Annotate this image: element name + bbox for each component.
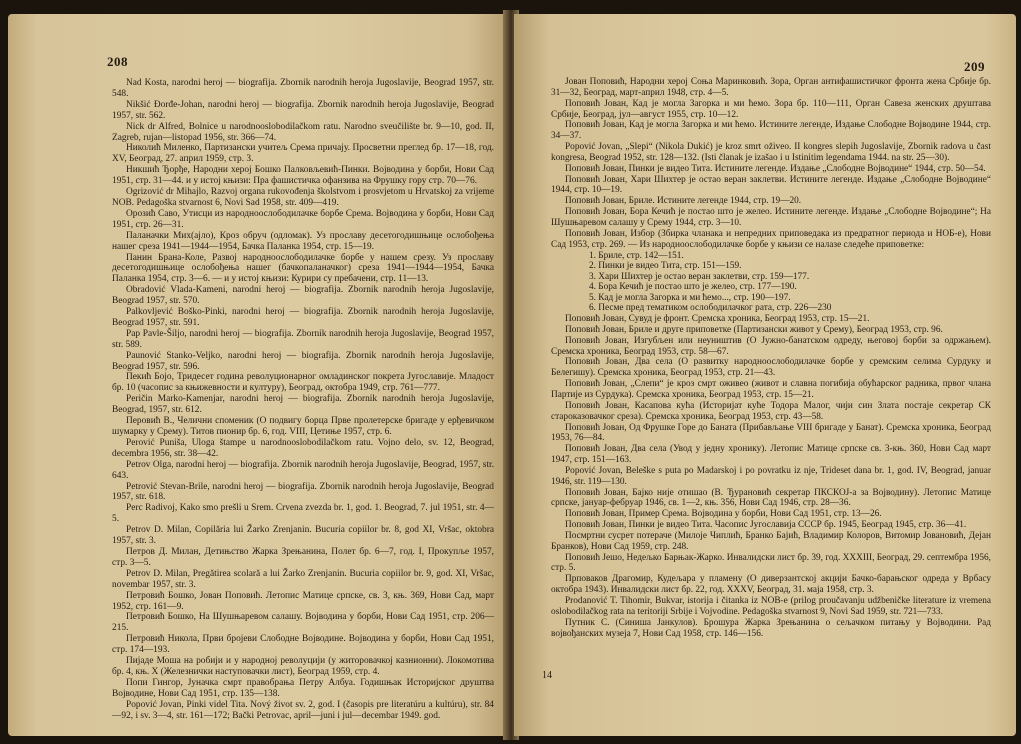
bibliography-entry: Petrov D. Milan, Pregătirea scolară a lui Žarko Zrenjanin. Bucuria copiilor br. 9, god. XI, Vršac, novembar 1957, str. 3. bbox=[112, 568, 494, 590]
bibliography-entry: Ogrizović dr Mihajlo, Razvoj organa rukovođenja školstvom i prosvjetom u Hrvatskoj za vrijeme NOB. Pedagoška stvarnost 6, Novi Sad 1958, str. 409—419. bbox=[112, 187, 494, 208]
bibliography-entry: Поповић Јован, Пинки је видео Тита. Часопис Југославија СССР бр. 1945, Београд 1945, стр. 36—41. bbox=[565, 520, 967, 531]
bibliography-entry: Поповић Јован, Изгубљен или неуништив (О Јужно-банатском одреду, његовој борби за одржањем). Сремска хроника, Београд 1953, стр. 58—67. bbox=[551, 335, 991, 357]
bibliography-entry: Поповић Јован, Бриле и друге приповетке (Партизански живот у Срему), Београд 1953, стр. 96. bbox=[565, 324, 943, 335]
bibliography-entry: Николић Миленко, Партизански учитељ Срема причају. Просветни преглед бр. 17—18, год. XV, Београд, 27. април 1959, стр. 3. bbox=[112, 143, 494, 165]
signature-number: 14 bbox=[542, 670, 552, 681]
bibliography-entry: Petrov Olga, narodni heroj — biografija. Zbornik narodnih heroja Jugoslavije, Beograd, 1957, str. 643. bbox=[112, 459, 494, 481]
bibliography-entry: Поповић Јован, Пример Срема. Војводина у борби, Нови Сад 1951, стр. 13—26. bbox=[565, 509, 882, 520]
right-page bbox=[514, 14, 1016, 736]
right-page-number: 209 bbox=[964, 59, 985, 74]
bibliography-entry: Петровић Бошко, На Шушњаревом салашу. Војводина у борби, Нови Сад 1951, стр. 206—215. bbox=[112, 612, 494, 634]
bibliography-entry: Pap Pavle-Šiljo, narodni heroj — biografija. Zbornik narodnih heroja Jugoslavije, Beograd 1957, str. 589. bbox=[112, 328, 494, 350]
bibliography-entry: Nad Kosta, narodni heroj — biografija. Zbornik narodnih heroja Jugoslavije, Beograd 1957, str. 548. bbox=[112, 78, 494, 99]
bibliography-entry: Никшић Ђорђе, Народни херој Бошко Палковљевић-Пинки. Војводина у борби, Нови Сад 1951, стр. 31—44. и у истој књизи: Пра фашистичка офанзива на Фрушку гору стр. 70—76. bbox=[112, 165, 494, 187]
bibliography-entry: Perc Radivoj, Kako smo prešli u Srem. Crvena zvezda br. 1, god. 1. Beograd, 7. jul 1951, str. 4—5. bbox=[112, 503, 494, 525]
bibliography-entry: Поповић Јован, Избор (Збирка чланака и непредних приповедака из предратног периода и НОБ-е), Нови Сад 1953, стр. 269. — Из народноослободилачке борбе у књизи се налазе следеће приповетке: bbox=[551, 228, 991, 250]
bibliography-entry: Petrović Stevan-Brile, narodni heroj — biografija. Zbornik narodnih heroja Jugoslavije, Beograd 1957, str. 618. bbox=[112, 481, 494, 503]
bibliography-entry: Popović Jovan, „Slepi“ (Nikola Dukić) je kroz smrt oživeo. II kongres slepih Jugoslavije, Zbornik radova u čast kongresa, Beograd 1952, str. 128—132. (Isti članak je izašao i u Istinitim legendama 1944. na str. 25—30). bbox=[551, 142, 991, 163]
bibliography-entry: Поповић Јован, Кад је могла Загорка и ми ћемо. Зора бр. 110—111, Орган Савеза женских друштава Србије, Београд, јул—август 1955, стр. 10—12. bbox=[551, 98, 991, 120]
bibliography-entry: Пијаде Моша на робији и у народној револуцији (у житоровачкој казнионни). Локомотива бр. 4, књ. X (Железнички наступовачки лист), Београд 1959, стр. 4. bbox=[112, 656, 494, 677]
bibliography-entry: Поповић Јован, Пинки је видео Тита. Истините легенде. Издање „Слободне Војводине“ 1944, стр. 50—54. bbox=[565, 163, 986, 174]
bibliography-entry: Поповић Јешо, Недељко Барњак-Жарко. Инвалидски лист бр. 39, год. XXXIII, Београд, 29. септембра 1956, стр. 5. bbox=[551, 552, 991, 574]
bibliography-entry: Петровић Никола, Први бројеви Слободне Војводине. Војводина у борби, Нови Сад 1951, стр. 174—193. bbox=[112, 634, 494, 656]
sublist-item: 6. Песме пред тематиком ослободилачког рата, стр. 226—230 bbox=[589, 303, 832, 314]
bibliography-entry: Панин Брана-Коле, Развој народноослободилачке борбе у нашем срезу. Уз прославу десетогодишњице ослобођења нашег (бачкопаланачког) среза 1941—1944—1954, Бачка Паланка 1954, стр. 3—6. — и у истој књизи: Курири су пребачени, стр. 11—13. bbox=[112, 252, 494, 285]
bibliography-entry: Посмртни сусрет потераче (Милоје Чиплић, Бранко Бајић, Владимир Колоров, Витомир Јовановић, Дејан Бранков), Нови Сад 1959, стр. 248. bbox=[551, 530, 991, 552]
bibliography-entry: Поповић Јован, Кад је могла Загорка и ми ћемо. Истините легенде, Издање Слободне Војводине 1944, стр. 34—37. bbox=[551, 120, 991, 142]
bibliography-entry: Паланачки Мих(ајло), Кроз обруч (одломак). Уз прославу десетогодишњице ослобођења нашег среза 1941—1944—1954, Бачка Паланка 1954, стр. 15—19. bbox=[112, 230, 494, 252]
bibliography-entry: Попи Гингор, Јуначка смрт правобрања Петру Албуа. Годишњак Историјског друштва Војводине, Нови Сад 1951, стр. 135—138. bbox=[112, 677, 494, 699]
bibliography-entry: Perović Puniša, Uloga štampe u narodnooslobodilačkom ratu. Vojno delo, sv. 12, Beograd, decembra 1956, str. 38—42. bbox=[112, 437, 494, 459]
bibliography-entry: Поповић Јован, Касапова кућа (Историјат куће Тодора Малог, чији син Злата постаје секретар СК староказовачког среза). Сремска хроника, Београд 1953, стр. 43—58. bbox=[551, 400, 991, 422]
left-page bbox=[8, 14, 508, 736]
bibliography-entry: Nikšić Đorđe-Johan, narodni heroj — biografija. Zbornik narodnih heroja Jugoslavije, Beograd 1957, str. 562. bbox=[112, 99, 494, 121]
bibliography-entry: Поповић Јован, Сувуд је фронт. Сремска хроника, Београд 1953, стр. 15—21. bbox=[565, 314, 870, 325]
bibliography-entry: Поповић Јован, Бајко није отишао (В. Ђурановић секретар ПКСКОЈ-а за Војводину). Летопис Матице српске, јануар-фебруар 1946, св. 1—2, књ. 356, Нови Сад 1946, стр. 28—36. bbox=[551, 487, 991, 509]
bibliography-entry: Поповић Јован, Два села (Увод у једну хронику). Летопис Матице српске св. 3-књ. 360, Нови Сад март 1947, стр. 151—163. bbox=[551, 444, 991, 466]
bibliography-entry: Поповић Јован, Два села (О развитку народноослободилачке борбе у сремским селима Сурдуку и Белегишу). Сремска хроника, Београд 1953, стр. 21—43. bbox=[551, 357, 991, 379]
sublist-item: 4. Бора Кечић је постао што је желео, стр. 177—190. bbox=[589, 282, 797, 293]
bibliography-entry: Palkovljević Boško-Pinki, narodni heroj — biografija. Zbornik narodnih heroja Jugoslavije, Beograd 1957, str. 591. bbox=[112, 307, 494, 328]
bibliography-entry: Прповаков Драгомир, Кудељара у пламену (О диверзантској акцији Бачко-барањског одреда у Врбасу октобра 1943). Инвалидски лист бр. 22, год. XXXV, Београд, 31. маја 1958, стр. 3. bbox=[551, 574, 991, 596]
bibliography-entry: Петров Д. Милан, Детињство Жарка Зрењанина, Полет бр. 6—7, год. I, Прокупље 1957, стр. 3—5. bbox=[112, 546, 494, 568]
bibliography-entry: Путник С. (Синиша Јанкулов). Брошура Жарка Зрењанина о сељачком питању у Војводини. Рад војвођанских музеја 7, Нови Сад 1958, стр. 146—156. bbox=[551, 617, 991, 639]
bibliography-entry: Поповић Јован, Бора Кечић је постао што је желео. Истините легенде. Издање „Слободне Војводине“; На Шушњаревом салашу у Срему 1944, стр. 3—10. bbox=[551, 207, 991, 228]
bibliography-entry: Peričin Marko-Kamenjar, narodni heroj — biografija. Zbornik narodnih heroja Jugoslavije, Beograd, 1957, str. 612. bbox=[112, 394, 494, 416]
bibliography-entry: Prodanović T. Tihomir, Bukvar, istorija i čitanka iz NOB-e (prilog proučavanju udžbeničke literature iz vremena oslobodilačkog rata na teritoriji Srbije i Vojvodine. Pedagoška stvarnost 9, Novi Sad 1959, str. 721—733. bbox=[551, 596, 991, 617]
bibliography-entry: Поповић Јован, „Слепи“ је кроз смрт оживео (живот и славна погибија обућарског радника, првог члана Партије из Сурдука). Сремска хроника, Београд 1953, стр. 15—21. bbox=[551, 379, 991, 400]
sublist-item: 5. Кад је могла Загорка и ми ћемо..., стр. 190—197. bbox=[589, 292, 791, 303]
bibliography-entry: Поповић Јован, Хари Шихтер је остао веран заклетви. Истините легенде. Издање „Слободне Војводине“ 1944, стр. 10—19. bbox=[551, 174, 991, 196]
bibliography-entry: Перовић В., Челични споменик (О подвигу борца Прве пролетерске бригаде у ерђевичком шумарку у Срему). Титов пионир бр. 6, год. VIII, Цетиње 1957, стр. 6. bbox=[112, 416, 494, 437]
left-page-number: 208 bbox=[107, 54, 128, 69]
bibliography-entry: Поповић Јован, Бриле. Истините легенде 1944, стр. 19—20. bbox=[565, 196, 802, 207]
bibliography-entry: Nick dr Alfred, Bolnice u narodnooslobodilačkom ratu. Narodno sveučilište br. 9—10, god. II, Zagreb, rujan—listopad 1956, str. 366—74. bbox=[112, 121, 494, 143]
bibliography-entry: Поповић Јован, Од Фрушке Горе до Баната (Прибављање VIII бригаде у Банат). Сремска хроника, Београд 1953, 76—84. bbox=[551, 422, 991, 444]
left-page-body bbox=[112, 78, 494, 721]
sublist-item: 2. Пинки је видео Тита, стр. 151—159. bbox=[589, 261, 742, 272]
right-page-body bbox=[551, 77, 991, 639]
bibliography-entry: Јован Поповић, Народни херој Соња Маринковић. Зора, Орган антифашистичког фронта жена Србије бр. 31—32, Београд, март-април 1948, стр. 4—5. bbox=[551, 77, 991, 98]
bibliography-entry: Obradović Vlada-Kameni, narodni heroj — biografija. Zbornik narodnih heroja Jugoslavije, Beograd 1957, str. 570. bbox=[112, 285, 494, 307]
bibliography-entry: Petrov D. Milan, Copilăria lui Žarko Zrenjanin. Bucuria copiilor br. 8, god XI, Vršac, oktobra 1957, str. 3. bbox=[112, 525, 494, 547]
bibliography-entry: Пекић Бојо, Тридесет година револуционарног омладинског покрета Југославије. Младост бр. 10 (часопис за књижевности и културу), Београд, октобра 1949, стр. 761—777. bbox=[112, 372, 494, 394]
bibliography-entry: Popović Jovan, Beleške s puta po Madarskoj i po povratku iz nje, Trideset dana br. 1, god. IV, Beograd, januar 1946, str. 119—130. bbox=[551, 465, 991, 487]
sublist-item: 3. Хари Шихтер је остао веран заклетви, стр. 159—177. bbox=[589, 271, 810, 282]
bibliography-entry: Орозић Саво, Утисци из народноослободилачке борбе Срема. Војводина у борби, Нови Сад 1951, стр. 26—31. bbox=[112, 208, 494, 230]
sublist-item: 1. Бриле, стр. 142—151. bbox=[589, 250, 684, 261]
bibliography-entry: Петровић Бошко, Јован Поповић. Летопис Матице српске, св. 3, књ. 369, Нови Сад, март 1952, стр. 161—9. bbox=[112, 590, 494, 612]
bibliography-entry: Popović Jovan, Pinki videl Tita. Nový život sv. 2, god. I (časopis pre literatúru a kultúru), str. 84—92, i sv. 3—4, str. 161—172; Bački Petrovac, april—juni i jul—decembar 1949. god. bbox=[112, 699, 494, 721]
bibliography-entry: Paunović Stanko-Veljko, narodni heroj — biografija. Zbornik narodnih heroja Jugoslavije, Beograd 1957, str. 596. bbox=[112, 350, 494, 372]
